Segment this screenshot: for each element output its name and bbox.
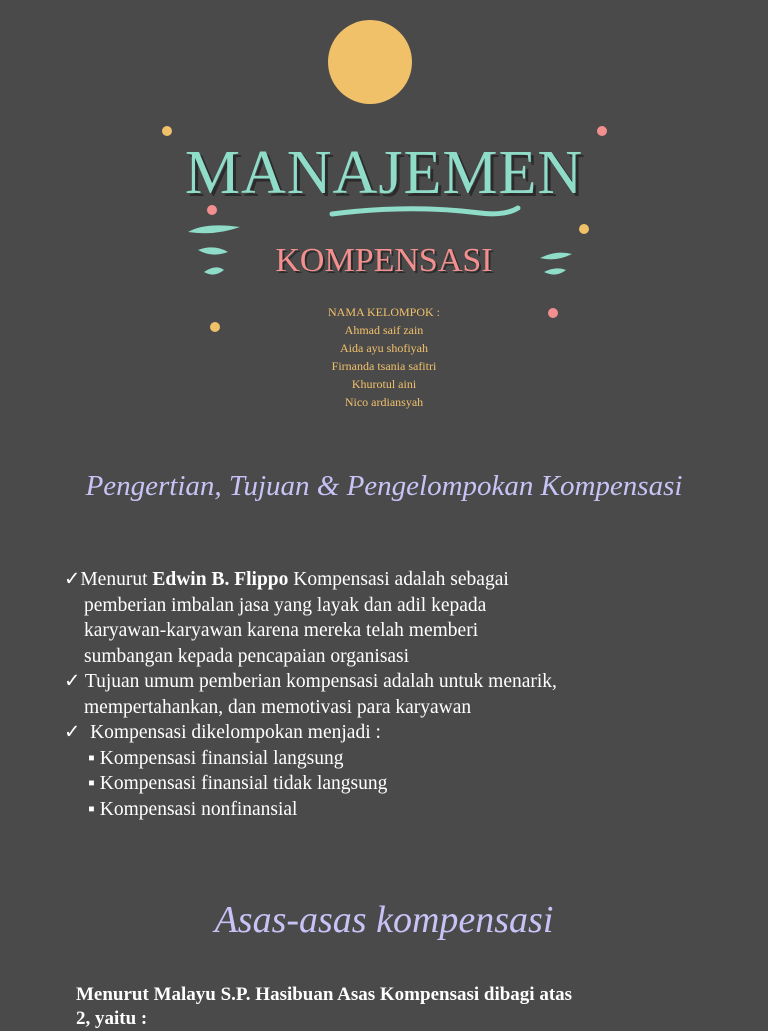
group-label: NAMA KELOMPOK :	[327, 305, 440, 319]
check-icon: ✓	[64, 671, 81, 692]
bullet-text: sumbangan kepada pencapaian organisasi	[84, 645, 410, 667]
cover-subtitle: KOMPENSASI	[275, 242, 493, 279]
section-heading: Asas-asas kompensasi	[214, 899, 554, 941]
member-name: Ahmad saif zain	[344, 323, 424, 337]
bullet-text: Kompensasi adalah sebagai	[288, 569, 509, 590]
author-name: Edwin B. Flippo	[152, 569, 289, 590]
sub-bullet-text: Kompensasi nonfinansial	[99, 798, 298, 820]
member-name: Firnanda tsania safitri	[331, 359, 437, 373]
dot-yellow	[579, 224, 589, 234]
sub-bullet-text: Kompensasi finansial langsung	[99, 747, 344, 769]
sub-bullet-item	[64, 746, 744, 772]
bullet-text: Kompensasi dikelompokan menjadi :	[80, 722, 381, 743]
check-icon: ✓	[64, 722, 81, 743]
square-bullet-icon: ▪	[88, 798, 95, 820]
swash-left	[188, 225, 240, 233]
check-icon: ✓	[64, 569, 81, 590]
sub-bullet-text: Kompensasi finansial tidak langsung	[99, 773, 388, 794]
bullet-text: mempertahankan, dan memotivasi para karyawan	[84, 696, 472, 718]
bullet-item	[64, 669, 744, 695]
sub-bullet-item	[64, 797, 744, 823]
member-name: Nico ardiansyah	[344, 395, 424, 409]
sub-bullet-item	[64, 771, 744, 797]
dot-yellow	[162, 126, 172, 136]
member-name: Khurotul aini	[351, 377, 417, 391]
bullet-text: Tujuan umum pemberian kompensasi adalah untuk menarik,	[80, 671, 557, 692]
bullet-item	[64, 720, 744, 746]
group-members	[0, 303, 768, 411]
paragraph-line: 2, yaitu :	[76, 1008, 148, 1029]
bullet-text: karyawan-karyawan karena mereka telah memberi	[84, 620, 479, 641]
dot-pink	[597, 126, 607, 136]
bullet-item	[64, 567, 744, 593]
member-name: Aida ayu shofiyah	[340, 341, 428, 355]
square-bullet-icon: ▪	[88, 773, 95, 794]
bullet-text: Menurut	[80, 569, 153, 590]
cover-title: MANAJEMEN	[184, 139, 584, 207]
bullet-list	[64, 567, 744, 822]
paragraph-line: Menurut Malayu S.P. Hasibuan Asas Kompensasi dibagi atas	[76, 984, 573, 1005]
section-heading: Pengertian, Tujuan & Pengelompokan Kompensasi	[85, 470, 683, 502]
bullet-text: pemberian imbalan jasa yang layak dan adil kepada	[84, 594, 487, 616]
sun-circle	[328, 20, 412, 104]
square-bullet-icon: ▪	[88, 747, 95, 769]
